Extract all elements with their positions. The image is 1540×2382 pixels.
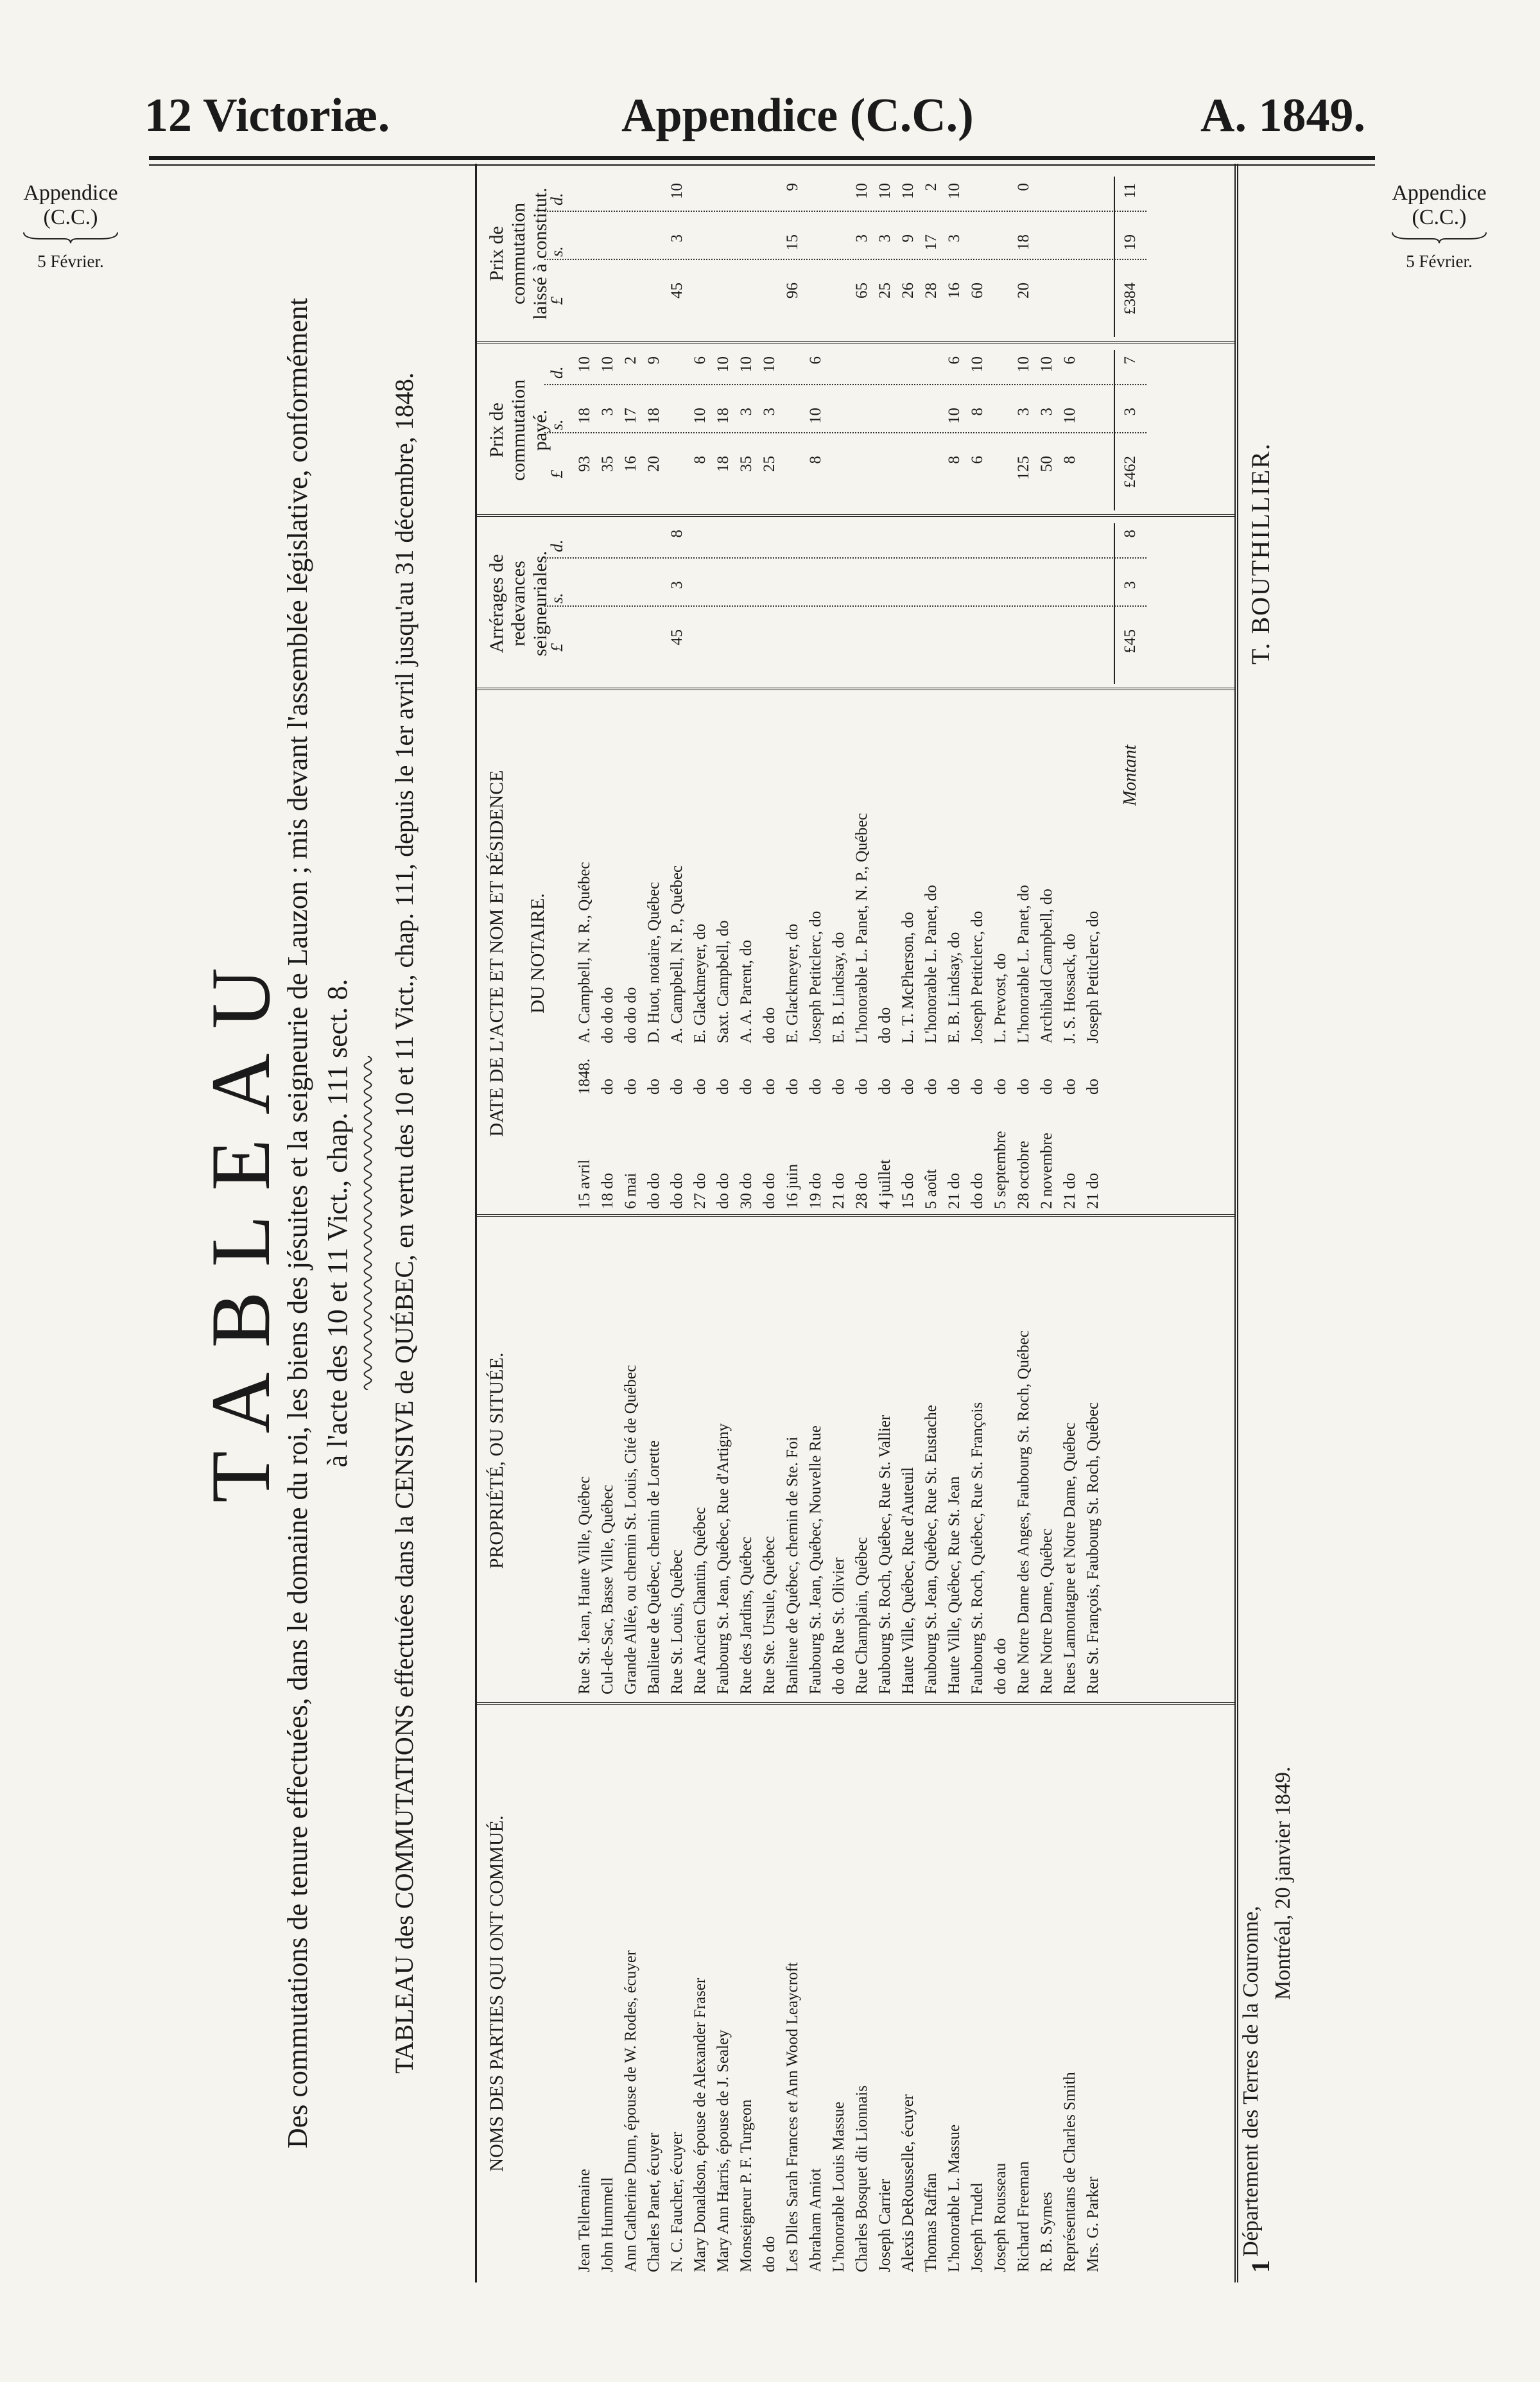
party-name: Thomas Raffan <box>922 2173 940 2272</box>
column-header-price-paid: Prix de commutation payé. <box>486 379 551 482</box>
left-amount: 20 <box>1015 283 1032 299</box>
department-line: Département des Terres de la Couronne, <box>1239 1906 1263 2257</box>
left-amount: 28 <box>922 283 940 299</box>
currency-head-shilling: s. <box>548 593 566 604</box>
column-header-date-notary <box>486 690 549 1217</box>
left-total: 11 <box>1121 183 1139 199</box>
notary-name: E. Glackmeyer, do <box>691 923 709 1043</box>
page-number: 1 <box>1246 2260 1275 2273</box>
property-location: Banlieue de Québec, chemin de Ste. Foi <box>784 1436 801 1694</box>
act-date: 27 do <box>691 1172 709 1209</box>
paid-amount: 17 <box>622 408 639 424</box>
column-header-arrears: Arrérages de redevances seigneuriales. <box>486 550 551 657</box>
header-rule-thick <box>149 156 1375 160</box>
rotated-table-page <box>193 164 1329 2282</box>
arr-amount: 8 <box>668 530 686 538</box>
paid-amount: 6 <box>1061 356 1078 365</box>
paid-amount: 10 <box>576 356 593 372</box>
left-amount: 10 <box>876 183 894 199</box>
party-name: L'honorable L. Massue <box>946 2124 963 2272</box>
notary-name: Joseph Petitclerc, do <box>1084 910 1102 1043</box>
left-total: £384 <box>1121 283 1139 315</box>
paid-amount: 18 <box>645 408 662 424</box>
left-amount: 10 <box>853 183 870 199</box>
party-name: Monseigneur P. F. Turgeon <box>738 2099 755 2272</box>
paid-amount: 6 <box>946 356 963 365</box>
currency-divider <box>544 605 1146 607</box>
act-date: 15 do <box>899 1172 917 1209</box>
left-amount: 3 <box>876 234 894 243</box>
property-location: Rue St. Louis, Québec <box>668 1549 686 1694</box>
arr-total: 3 <box>1121 581 1139 589</box>
left-amount: 9 <box>899 234 917 243</box>
left-amount: 2 <box>922 183 940 191</box>
left-amount: 3 <box>853 234 870 243</box>
left-amount: 26 <box>899 283 917 299</box>
act-date: do do <box>969 1172 986 1209</box>
act-year: do <box>784 1079 801 1095</box>
currency-divider <box>544 557 1146 559</box>
paid-amount: 35 <box>599 456 616 472</box>
property-location: do do do <box>992 1638 1009 1694</box>
table-subtitle: TABLEAU des COMMUTATIONS effectuées dans la CENSIVE de QUÉBEC, en vertu des 10 et 11 Vict., chap. 111, depuis le 1er avril jusqu'au 31 décembre, 1848. <box>390 372 419 2074</box>
property-location: Haute Ville, Québec, Rue d'Auteuil <box>899 1467 917 1694</box>
property-location: Faubourg St. Roch, Québec, Rue St. François <box>969 1402 986 1694</box>
act-year: do <box>992 1079 1009 1095</box>
property-location: Rue Ste. Ursule, Québec <box>761 1536 778 1694</box>
property-location: Banlieue de Québec, chemin de Lorette <box>645 1440 662 1694</box>
arr-amount: 3 <box>668 581 686 589</box>
act-date: 19 do <box>807 1172 824 1209</box>
paid-amount: 3 <box>1015 408 1032 416</box>
act-year: do <box>830 1079 847 1095</box>
paid-amount: 18 <box>714 456 732 472</box>
property-location: Faubourg St. Roch, Québec, Rue St. Vallier <box>876 1414 894 1694</box>
property-location: Grande Allée, ou chemin St. Louis, Cité de Québec <box>622 1364 639 1694</box>
left-amount: 60 <box>969 283 986 299</box>
party-name: Joseph Carrier <box>876 2178 894 2272</box>
margin-appendix-label: Appendice <box>1392 181 1487 205</box>
property-location: Rue des Jardins, Québec <box>738 1536 755 1694</box>
act-year: 1848. <box>576 1058 593 1095</box>
arr-total: 8 <box>1121 530 1139 538</box>
property-location: Rue Notre Dame des Anges, Faubourg St. Roch, Québec <box>1015 1330 1032 1694</box>
currency-divider <box>544 211 1146 212</box>
paid-amount: 10 <box>969 356 986 372</box>
currency-head-pence: d. <box>548 193 566 205</box>
paid-amount: 3 <box>1038 408 1055 416</box>
paid-amount: 6 <box>691 356 709 365</box>
margin-appendix-code: (C.C.) <box>1412 205 1467 229</box>
paid-amount: 8 <box>946 456 963 464</box>
left-amount: 15 <box>784 234 801 250</box>
act-year: do <box>1061 1079 1078 1095</box>
column-header-date-notary-line2: DU NOTAIRE. <box>527 893 548 1014</box>
column-header-names: NOMS DES PARTIES QUI ONT COMMUÉ. <box>486 1815 507 2172</box>
paid-amount: 6 <box>969 456 986 464</box>
left-amount: 16 <box>946 283 963 299</box>
property-location: Faubourg St. Jean, Québec, Rue St. Eustache <box>922 1405 940 1694</box>
margin-appendix-label: Appendice <box>23 181 118 205</box>
party-name: N. C. Faucher, écuyer <box>668 2132 686 2272</box>
act-date: 30 do <box>738 1172 755 1209</box>
party-name: Charles Panet, écuyer <box>645 2132 662 2272</box>
column-header-date-notary-line1: DATE DE L'ACTE ET NOM ET RÉSIDENCE <box>486 770 507 1137</box>
margin-date: 5 Février. <box>1406 252 1473 271</box>
left-amount: 0 <box>1015 183 1032 191</box>
notary-name: A. Campbell, N. R., Québec <box>576 862 593 1043</box>
paid-amount: 10 <box>599 356 616 372</box>
act-year: do <box>922 1079 940 1095</box>
left-amount: 9 <box>784 183 801 191</box>
party-name: Ann Catherine Dunn, épouse de W. Rodes, écuyer <box>622 1950 639 2272</box>
paid-amount: 10 <box>807 408 824 424</box>
paid-amount: 6 <box>807 356 824 365</box>
left-amount: 65 <box>853 283 870 299</box>
property-location: Rue Champlain, Québec <box>853 1536 870 1694</box>
left-amount: 10 <box>668 183 686 199</box>
act-year: do <box>599 1079 616 1095</box>
party-name: Richard Freeman <box>1015 2161 1032 2272</box>
party-name: Charles Bosquet dit Lionnais <box>853 2085 870 2272</box>
paid-total: £462 <box>1121 456 1139 488</box>
left-amount: 10 <box>946 183 963 199</box>
commutations-table <box>475 164 1238 2282</box>
notary-name: do do do <box>622 987 639 1043</box>
brace-icon <box>1391 231 1487 244</box>
act-date: 21 do <box>830 1172 847 1209</box>
property-location: Rue Notre Dame, Québec <box>1038 1528 1055 1694</box>
signature: T. BOUTHILLIER. <box>1246 442 1275 665</box>
left-amount: 17 <box>922 234 940 250</box>
paid-amount: 8 <box>691 456 709 464</box>
arr-amount: 45 <box>668 629 686 645</box>
property-location: Faubourg St. Jean, Québec, Nouvelle Rue <box>807 1425 824 1694</box>
party-name: L'honorable Louis Massue <box>830 2101 847 2272</box>
paid-amount: 10 <box>738 356 755 372</box>
paid-amount: 18 <box>576 408 593 424</box>
property-location: do do Rue St. Olivier <box>830 1557 847 1694</box>
paid-amount: 10 <box>761 356 778 372</box>
act-date: 4 juillet <box>876 1159 894 1209</box>
paid-amount: 93 <box>576 456 593 472</box>
notary-name: E. Glackmeyer, do <box>784 923 801 1043</box>
act-year: do <box>714 1079 732 1095</box>
left-amount: 3 <box>668 234 686 243</box>
margin-note-left <box>0 181 141 274</box>
act-year: do <box>738 1079 755 1095</box>
act-date: 15 avril <box>576 1159 593 1209</box>
page-title: TABLEAU <box>193 943 288 1503</box>
party-name: Mary Donaldson, épouse de Alexander Fraser <box>691 1978 709 2272</box>
property-location: Rues Lamontagne et Notre Dame, Québec <box>1061 1422 1078 1694</box>
paid-amount: 3 <box>599 408 616 416</box>
left-amount: 25 <box>876 283 894 299</box>
notary-name: L'honorable L. Panet, do <box>1015 885 1032 1043</box>
paid-amount: 10 <box>714 356 732 372</box>
page-header <box>0 0 1540 154</box>
property-location: Rue St. Jean, Haute Ville, Québec <box>576 1476 593 1694</box>
party-name: R. B. Symes <box>1038 2191 1055 2272</box>
paid-amount: 125 <box>1015 456 1032 480</box>
act-year: do <box>1015 1079 1032 1095</box>
paid-amount: 18 <box>714 408 732 424</box>
property-location: Rue St. François, Faubourg St. Roch, Québec <box>1084 1402 1102 1694</box>
notary-name: A. A. Parent, do <box>738 939 755 1043</box>
property-location: Rue Ancien Chantin, Québec <box>691 1507 709 1694</box>
notary-name: do do <box>876 1007 894 1043</box>
act-date: do do <box>761 1172 778 1209</box>
act-date: do do <box>668 1172 686 1209</box>
paid-amount: 25 <box>761 456 778 472</box>
brace-icon <box>22 231 119 244</box>
paid-amount: 3 <box>761 408 778 416</box>
currency-head-pound: £ <box>548 297 566 305</box>
notary-name: L'honorable L. Panet, do <box>922 885 940 1043</box>
party-name: Jean Tellemaine <box>576 2169 593 2272</box>
paid-amount: 8 <box>969 408 986 416</box>
party-name: Alexis DeRousselle, écuyer <box>899 2094 917 2272</box>
act-year: do <box>1084 1079 1102 1095</box>
paid-total: 3 <box>1121 408 1139 416</box>
act-date: 21 do <box>1084 1172 1102 1209</box>
notary-name: D. Huot, notaire, Québec <box>645 882 662 1043</box>
currency-head-shilling: s. <box>548 246 566 257</box>
paid-amount: 10 <box>1061 408 1078 424</box>
arr-total: £45 <box>1121 629 1139 654</box>
paid-amount: 8 <box>807 456 824 464</box>
act-year: do <box>807 1079 824 1095</box>
party-name: do do <box>761 2236 778 2272</box>
act-date: 5 septembre <box>992 1131 1009 1209</box>
act-date: 2 novembre <box>1038 1133 1055 1209</box>
intro-line-2: à l'acte des 10 et 11 Vict., chap. 111 sect. 8. <box>322 978 353 1468</box>
column-header-property: PROPRIÉTÉ, OU SITUÉE. <box>486 1352 507 1569</box>
party-name: Mary Ann Harris, épouse de J. Sealey <box>714 2030 732 2272</box>
left-amount: 96 <box>784 283 801 299</box>
act-date: 18 do <box>599 1172 616 1209</box>
notary-name: L. Prevost, do <box>992 953 1009 1043</box>
act-date: do do <box>645 1172 662 1209</box>
notary-name: L. T. McPherson, do <box>899 912 917 1043</box>
act-year: do <box>946 1079 963 1095</box>
act-date: 16 juin <box>784 1163 801 1209</box>
left-amount: 45 <box>668 283 686 299</box>
currency-divider <box>544 259 1146 260</box>
party-name: Représentans de Charles Smith <box>1061 2072 1078 2272</box>
left-amount: 18 <box>1015 234 1032 250</box>
currency-head-pence: d. <box>548 366 566 379</box>
act-year: do <box>691 1079 709 1095</box>
property-location: Faubourg St. Jean, Québec, Rue d'Artigny <box>714 1423 732 1694</box>
act-year: do <box>853 1079 870 1095</box>
currency-head-pound: £ <box>548 643 566 652</box>
party-name: Joseph Rousseau <box>992 2162 1009 2272</box>
act-date: do do <box>714 1172 732 1209</box>
header-session: 12 Victoriæ. <box>144 89 390 142</box>
ornament-squiggle <box>358 1056 377 1390</box>
left-amount: 3 <box>946 234 963 243</box>
paid-amount: 3 <box>738 408 755 416</box>
notary-name: Joseph Petitclerc, do <box>807 910 824 1043</box>
place-date: Montréal, 20 janvier 1849. <box>1271 1766 1295 2000</box>
notary-name: Archibald Campbell, do <box>1038 889 1055 1043</box>
paid-amount: 20 <box>645 456 662 472</box>
notary-name: do do do <box>599 987 616 1043</box>
act-year: do <box>1038 1079 1055 1095</box>
margin-date: 5 Février. <box>37 252 104 271</box>
act-year: do <box>645 1079 662 1095</box>
column-header-price-left: Prix de commutation laissé à constitut. <box>486 187 551 320</box>
total-rule <box>1114 177 1115 337</box>
act-date: 21 do <box>946 1172 963 1209</box>
notary-name: Joseph Petitclerc, do <box>969 910 986 1043</box>
intro-line-1: Des commutations de tenure effectuées, dans le domaine du roi, les biens des jésuites et la seigneurie de Lauzon ; mis devant l'assemblée législative, conformément <box>282 297 313 2149</box>
paid-amount: 8 <box>1061 456 1078 464</box>
notary-name: J. S. Hossack, do <box>1061 934 1078 1043</box>
left-amount: 10 <box>899 183 917 199</box>
header-appendix: Appendice (C.C.) <box>621 89 974 142</box>
margin-note-right <box>1369 181 1510 274</box>
property-location: Cul-de-Sac, Basse Ville, Québec <box>599 1484 616 1694</box>
currency-head-shilling: s. <box>548 419 566 430</box>
currency-head-pence: d. <box>548 539 566 552</box>
margin-appendix-code: (C.C.) <box>43 205 98 229</box>
title-block <box>193 164 462 2282</box>
paid-amount: 50 <box>1038 456 1055 472</box>
property-location: Haute Ville, Québec, Rue St. Jean <box>946 1476 963 1694</box>
paid-amount: 2 <box>622 356 639 365</box>
paid-amount: 10 <box>1038 356 1055 372</box>
notary-name: E. B. Lindsay, do <box>946 932 963 1043</box>
total-rule <box>1114 523 1115 684</box>
act-year: do <box>899 1079 917 1095</box>
total-rule <box>1114 350 1115 510</box>
party-name: Mrs. G. Parker <box>1084 2177 1102 2272</box>
paid-amount: 16 <box>622 456 639 472</box>
act-date: 6 mai <box>622 1172 639 1209</box>
notary-name: L'honorable L. Panet, N. P., Québec <box>853 813 870 1043</box>
paid-amount: 10 <box>1015 356 1032 372</box>
paid-amount: 10 <box>946 408 963 424</box>
notary-name: Saxt. Campbell, do <box>714 920 732 1043</box>
act-year: do <box>622 1079 639 1095</box>
currency-head-pound: £ <box>548 470 566 478</box>
party-name: Abraham Amiot <box>807 2168 824 2272</box>
act-year: do <box>761 1079 778 1095</box>
paid-total: 7 <box>1121 356 1139 365</box>
party-name: John Hummell <box>599 2177 616 2272</box>
notary-name: do do <box>761 1007 778 1043</box>
paid-amount: 35 <box>738 456 755 472</box>
act-date: 21 do <box>1061 1172 1078 1209</box>
act-date: 28 do <box>853 1172 870 1209</box>
act-year: do <box>876 1079 894 1095</box>
act-year: do <box>969 1079 986 1095</box>
act-date: 28 octobre <box>1015 1140 1032 1209</box>
party-name: Joseph Trudel <box>969 2182 986 2272</box>
act-date: 5 août <box>922 1169 940 1209</box>
left-total: 19 <box>1121 234 1139 250</box>
header-year: A. 1849. <box>1200 89 1365 142</box>
party-name: Les Dlles Sarah Frances et Ann Wood Leaycroft <box>784 1962 801 2272</box>
notary-name: E. B. Lindsay, do <box>830 932 847 1043</box>
totals-label: Montant <box>1120 745 1140 806</box>
paid-amount: 9 <box>645 356 662 365</box>
notary-name: A. Campbell, N. P., Québec <box>668 865 686 1043</box>
act-year: do <box>668 1079 686 1095</box>
paid-amount: 10 <box>691 408 709 424</box>
